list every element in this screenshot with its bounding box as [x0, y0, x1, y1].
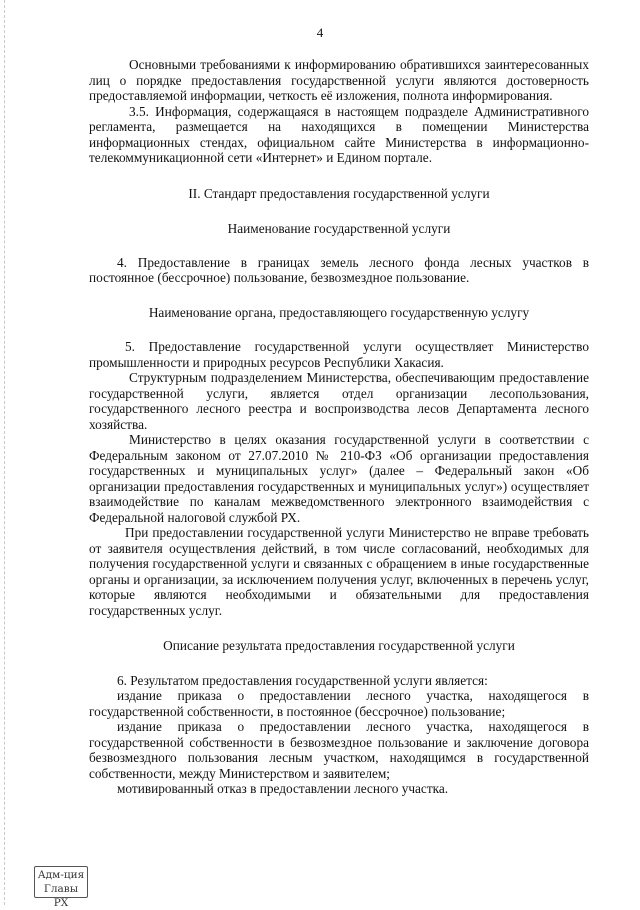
- registration-stamp: [34, 866, 88, 909]
- paragraph-6: 6. Результатом предоставления государственной услуги является:: [117, 672, 488, 688]
- paragraph-info-requirements: Основными требованиями к информированию обратившихся заинтересованных лиц о порядке предоставления государственной услуги являются достоверность предоставляемой информации, четкость её изложения, полнота информирования.: [89, 57, 589, 103]
- heading-result-description: Описание результата предоставления государственной услуги: [163, 638, 515, 653]
- document-body: [89, 57, 589, 797]
- list-item-order-permanent: издание приказа о предоставлении лесного участка, находящегося в государственной собственности, в постоянное (бессрочное) пользование;: [89, 688, 589, 719]
- paragraph-interaction: Министерство в целях оказания государственной услуги в соответствии с Федеральным законом от 27.07.2010 № 210-ФЗ «Об организации предоставления государственных и муниципальных услуг» (далее – Федеральный закон «Об организации предоставления государственных и муниципальных услуг») осуществляет взаимодействие по каналам межведомственного электронного взаимодействия с Федеральной налоговой службой РХ.: [89, 432, 589, 525]
- paragraph-structural-unit: Структурным подразделением Министерства, обеспечивающим предоставление государственной услуги, является отдел организации лесопользования, государственного лесного реестра и воспроизводства лесов Департамента лесного хозяйства.: [89, 370, 589, 432]
- stamp-line-1: Адм-ция: [37, 869, 85, 881]
- heading-service-name: Наименование государственной услуги: [227, 221, 451, 236]
- scan-edge-line: [4, 0, 5, 905]
- list-item-order-free-use: издание приказа о предоставлении лесного участка, находящегося в государственной собственности в безвозмездное пользование и заключение договора безвозмездного пользования лесным участком, находящимся в государственной собственности, между Министерством и заявителем;: [89, 719, 589, 781]
- paragraph-3-5: 3.5. Информация, содержащаяся в настоящем подразделе Административного регламента, размещается на находящихся в помещении Министерства информационных стендах, официальном сайте Министерства в информационно-телекоммуникационной сети «Интернет» и Едином портале.: [89, 103, 589, 165]
- paragraph-5: 5. Предоставление государственной услуги осуществляет Министерство промышленности и природных ресурсов Республики Хакасия.: [89, 339, 589, 370]
- list-item-refusal: мотивированный отказ в предоставлении лесного участка.: [117, 781, 449, 796]
- page-number: 4: [316, 25, 324, 40]
- paragraph-restrictions: При предоставлении государственной услуги Министерство не вправе требовать от заявителя осуществления действий, в том числе согласований, необходимых для получения государственной услуги и связанных с обращением в иные государственные органы и организации, за исключением получения услуг, включенных в перечень услуг, которые являются необходимыми и обязательными для предоставления государственных услуг.: [89, 525, 589, 618]
- stamp-line-2: Главы РХ: [43, 883, 79, 909]
- heading-section-2: II. Стандарт предоставления государственной услуги: [188, 185, 490, 201]
- heading-agency-name: Наименование органа, предоставляющего государственную услугу: [148, 304, 530, 320]
- paragraph-4: 4. Предоставление в границах земель лесного фонда лесных участков в постоянное (бессрочное) пользование, безвозмездное пользование.: [89, 254, 589, 285]
